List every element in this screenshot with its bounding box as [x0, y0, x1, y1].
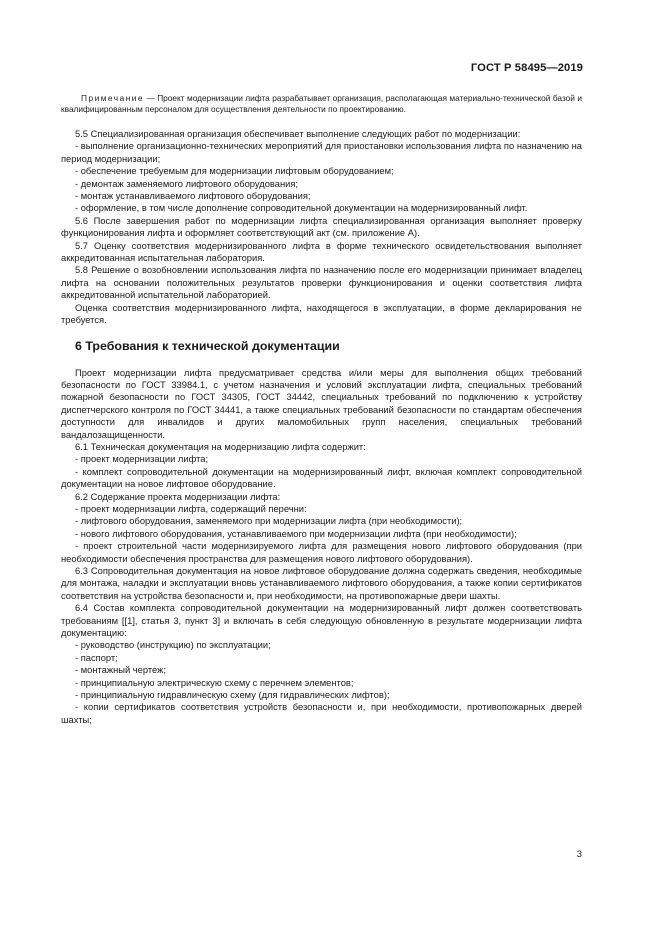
page-body: [61, 93, 582, 726]
list-item: - проект строительной части модернизируемого лифта для размещения нового лифтового оборудования (при необходимости обеспечения пространства для размещения нового лифтового оборудования).: [61, 541, 582, 564]
document-code: ГОСТ Р 58495—2019: [470, 62, 583, 74]
paragraph: 6.3 Сопроводительная документация на новое лифтовое оборудование должна содержать сведения, необходимые для монтажа, наладки и эксплуатации вновь устанавливаемого лифтового оборудования, а также копии сертификатов соответствия на устройства безопасности и, при необходимости, на противопожарные двери шахты.: [61, 566, 582, 601]
list-item: - лифтового оборудования, заменяемого при модернизации лифта (при необходимости);: [75, 516, 463, 527]
paragraph: 6.1 Техническая документация на модернизацию лифта содержит:: [75, 441, 366, 452]
list-item: - нового лифтового оборудования, устанавливаемого при модернизации лифта (при необходимости);: [75, 528, 517, 539]
list-item: - оформление, в том числе дополнение сопроводительной документации на модернизированный лифт.: [75, 203, 528, 214]
paragraph: 5.6 После завершения работ по модернизации лифта специализированная организация выполняет проверку функционирования лифта и оформляет соответствующий акт (см. приложение А).: [61, 215, 582, 239]
list-item: - демонтаж заменяемого лифтового оборудования;: [75, 178, 298, 189]
note-paragraph: [61, 93, 582, 115]
list-item: - монтажный чертеж;: [75, 665, 166, 676]
list-item: - проект модернизации лифта, содержащий перечни:: [75, 503, 307, 514]
note-text: — Проект модернизации лифта разрабатывает организация, располагающая материально-технической базой и квалифицированным персоналом для осуществления деятельности по проектированию.: [61, 93, 582, 114]
list-item: - копии сертификатов соответствия устройств безопасности и, при необходимости, противопожарных дверей шахты;: [61, 702, 582, 725]
list-item: - паспорт;: [75, 652, 118, 663]
list-item: - обеспечение требуемым для модернизации лифтовым оборудованием;: [75, 166, 394, 177]
paragraph: 6.4 Состав комплекта сопроводительной документации на модернизированный лифт должен соответствовать требованиям [[1], статья 3, пункт 3] и включать в себя следующую обновленную в результате модернизации лифта документацию:: [61, 603, 582, 639]
paragraph: 6.2 Содержание проекта модернизации лифта:: [75, 491, 281, 502]
section-6: [61, 367, 582, 727]
paragraph: 5.5 Специализированная организация обеспечивает выполнение следующих работ по модернизации:: [75, 129, 521, 139]
list-item: - выполнение организационно-технических мероприятий для приостановки использования лифта по назначению на период модернизации;: [61, 141, 582, 164]
section-heading: 6 Требования к технической документации: [75, 338, 340, 353]
list-item: - монтаж устанавливаемого лифтового оборудования;: [75, 191, 311, 202]
paragraph: 5.8 Решение о возобновлении использования лифта по назначению после его модернизации принимает владелец лифта на основании положительных результатов проверки функционирования и оценки соответствия лифта аккредитованной испытательной лабораторией.: [61, 265, 582, 301]
paragraph: Проект модернизации лифта предусматривает средства и/или меры для выполнения общих требований безопасности по ГОСТ 33984.1, с учетом назначения и условий эксплуатации лифта, специальных требований пожарной безопасности по ГОСТ 34305, ГОСТ 34442, специальных требований по подключению к устройству диспетчерского контроля по ГОСТ 34441, а также специальных требований безопасности по стандартам обеспечения доступности для инвалидов и других маломобильных групп населения, специальных требований вандалозащищенности.: [61, 367, 582, 440]
paragraph: 5.7 Оценку соответствия модернизированного лифта в форме технического освидетельствования выполняет аккредитованная испытательная лаборатория.: [61, 240, 582, 264]
list-item: - принципиальную гидравлическую схему (для гидравлических лифтов);: [75, 690, 390, 701]
page-number: 3: [576, 848, 582, 859]
note-label: Примечание: [81, 93, 145, 103]
section-5: [61, 128, 582, 327]
list-item: - проект модернизации лифта;: [75, 454, 209, 465]
paragraph: Оценка соответствия модернизированного лифта, находящегося в эксплуатации, в форме декларирования не требуется.: [61, 302, 582, 326]
list-item: - принципиальную электрическую схему с перечнем элементов;: [75, 677, 354, 688]
list-item: - комплект сопроводительной документации на модернизированный лифт, включая комплект сопроводительной документации на новое лифтовое оборудование.: [61, 466, 582, 490]
list-item: - руководство (инструкцию) по эксплуатации;: [75, 640, 271, 651]
